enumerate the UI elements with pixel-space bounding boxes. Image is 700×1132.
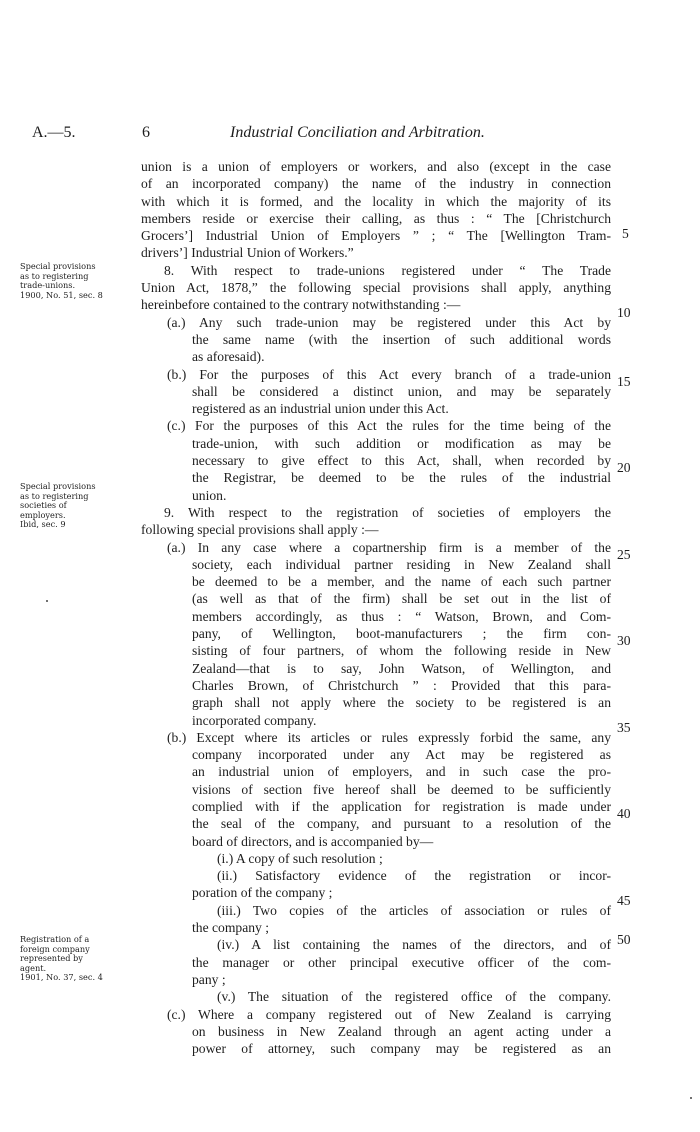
margin-note-societies	[20, 482, 132, 530]
margin-note-line: employers.	[20, 509, 66, 520]
text-line: members reside or exercise their calling, as thus : “ The [Christchurch	[141, 210, 611, 226]
margin-note-line: foreign company	[20, 943, 90, 954]
text-line: Zealand—that is to say, John Watson, of Wellington, and	[192, 660, 611, 676]
margin-note-line: Registration of a	[20, 934, 90, 944]
margin-note-line: trade-unions.	[20, 280, 76, 291]
text-line: pany ;	[192, 971, 226, 987]
text-line: sisting of four partners, of whom the following reside in New	[192, 643, 611, 659]
margin-note-line: Special provisions	[20, 261, 96, 271]
text-line: members accordingly, as thus : “ Watson, Brown, and Com-	[192, 608, 611, 624]
text-line: poration of the company ;	[192, 885, 333, 901]
text-line: graph shall not apply where the society to be registered is an	[192, 695, 611, 711]
text-line: the company ;	[192, 920, 270, 936]
text-line: company incorporated under any Act may be registered as	[192, 747, 611, 763]
line-number: 5	[622, 226, 629, 241]
line-number: 10	[617, 305, 631, 320]
text-line: of an incorporated company) the name of the industry in connection	[141, 176, 611, 192]
line-number: 50	[617, 932, 631, 947]
margin-note-line: Ibid, sec. 9	[20, 519, 66, 530]
text-line: an industrial union of employers, and in such case the pro-	[192, 764, 611, 780]
line-number: 30	[617, 633, 631, 648]
margin-note-line: as to registering	[20, 490, 89, 501]
margin-note-line: as to registering	[20, 270, 89, 281]
margin-note-line: societies of	[20, 500, 67, 511]
text-line: union.	[192, 487, 227, 503]
text-line: (iv.) A list containing the names of the directors, and of	[217, 937, 611, 953]
line-number: 20	[617, 460, 631, 475]
text-line: society, each individual partner residing in New Zealand shall	[192, 556, 611, 572]
text-line: the Registrar, be deemed to be the rules of the industrial	[192, 470, 611, 486]
text-line: (ii.) Satisfactory evidence of the registration or incor-	[217, 868, 611, 884]
text-line: the seal of the company, and pursuant to a resolution of the	[192, 816, 611, 832]
line-number: 35	[617, 720, 631, 735]
document-reference: A.—5.	[32, 124, 76, 141]
page-number: 6	[142, 124, 150, 141]
text-line: pany, of Wellington, boot-manufacturers ; the firm con-	[192, 626, 611, 642]
text-line: the manager or other principal executive officer of the com-	[192, 954, 611, 970]
text-line: (b.) For the purposes of this Act every branch of a trade-union	[167, 366, 611, 382]
text-line: following special provisions shall apply :—	[141, 522, 379, 538]
margin-note-foreign-company	[20, 935, 132, 983]
text-line: (c.) For the purposes of this Act the rules for the time being of the	[167, 418, 611, 434]
text-line: (a.) Any such trade-union may be registered under this Act by	[167, 314, 611, 330]
line-number: 25	[617, 547, 631, 562]
text-line: hereinbefore contained to the contrary notwithstanding :—	[141, 297, 461, 313]
text-line: (a.) In any case where a copartnership firm is a member of the	[167, 539, 611, 555]
margin-note-line: Special provisions	[20, 481, 96, 491]
margin-note-line: 1901, No. 37, sec. 4	[20, 972, 103, 983]
text-line: drivers’] Industrial Union of Workers.”	[141, 245, 354, 261]
section-9-heading: 9. With respect to the registration of societies of employers the	[164, 504, 611, 520]
speck-mark	[46, 600, 48, 602]
text-line: Union Act, 1878,” the following special provisions shall apply, anything	[141, 280, 611, 296]
section-8-heading: 8. With respect to trade-unions registered under “ The Trade	[164, 262, 611, 278]
text-line: visions of section five hereof shall be deemed to be sufficiently	[192, 781, 611, 797]
text-line: board of directors, and is accompanied by—	[192, 833, 434, 849]
margin-note-line: agent.	[20, 962, 47, 973]
line-number: 45	[617, 893, 631, 908]
margin-note-line: 1900, No. 51, sec. 8	[20, 289, 103, 300]
body-text	[141, 158, 611, 1057]
text-line: (b.) Except where its articles or rules expressly forbid the same, any	[167, 729, 611, 745]
text-line: trade-union, with such addition or modification as may be	[192, 435, 611, 451]
text-line: incorporated company.	[192, 712, 317, 728]
text-line: union is a union of employers or workers, and also (except in the case	[141, 159, 611, 174]
text-line: complied with if the application for registration is made under	[192, 798, 611, 814]
text-line: (iii.) Two copies of the articles of association or rules of	[217, 902, 611, 918]
line-number: 40	[617, 806, 631, 821]
text-line: the same name (with the insertion of such additional words	[192, 331, 611, 347]
text-line: as aforesaid).	[192, 349, 265, 365]
text-line: necessary to give effect to this Act, shall, when recorded by	[192, 453, 611, 469]
text-line: shall be considered a distinct union, and may be separately	[192, 383, 611, 399]
text-line: be deemed to be a member, and the name of each such partner	[192, 574, 611, 590]
text-line: (v.) The situation of the registered office of the company.	[217, 989, 611, 1005]
text-line: (i.) A copy of such resolution ;	[217, 850, 383, 866]
text-line: power of attorney, such company may be registered as an	[192, 1041, 611, 1057]
text-line: Charles Brown, of Christchurch ” : Provided that this para-	[192, 677, 611, 693]
line-number: 15	[617, 374, 631, 389]
margin-note-line: represented by	[20, 953, 83, 964]
text-line: (as well as that of the firm) shall be set out in the list of	[192, 591, 611, 607]
speck-mark	[690, 1097, 692, 1099]
text-line: with which it is formed, and the locality in which the majority of its	[141, 193, 611, 209]
text-line: Grocers’] Industrial Union of Employers ” ; “ The [Wellington Tram-	[141, 228, 611, 244]
text-line: registered as an industrial union under this Act.	[192, 401, 449, 417]
text-line: (c.) Where a company registered out of New Zealand is carrying	[167, 1006, 611, 1022]
running-title: Industrial Conciliation and Arbitration.	[230, 124, 485, 141]
margin-note-trade-unions	[20, 262, 132, 300]
text-line: on business in New Zealand through an agent acting under a	[192, 1023, 611, 1039]
